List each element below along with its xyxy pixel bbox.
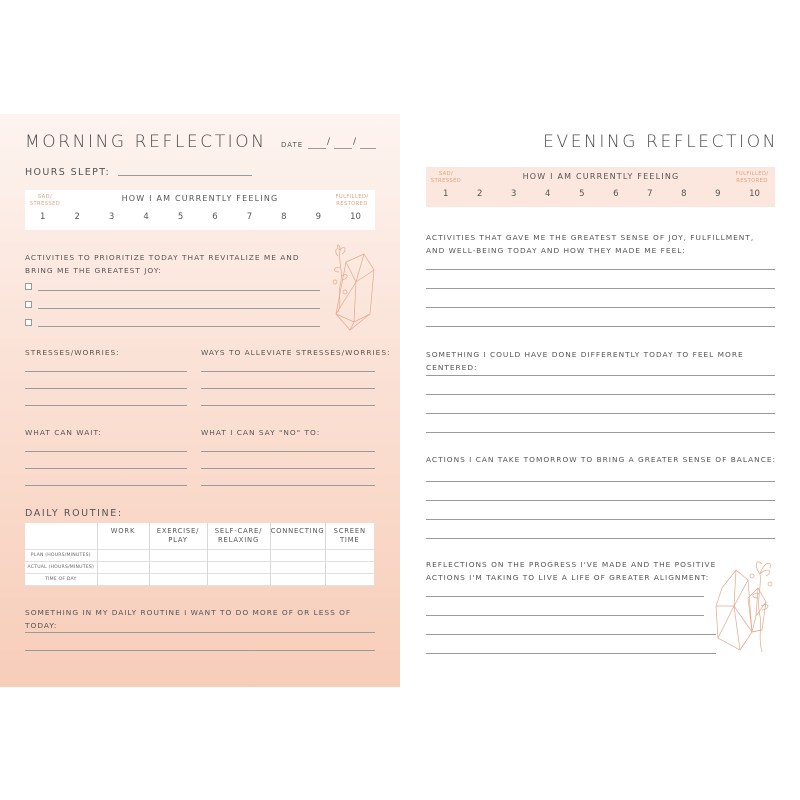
differently-line[interactable] bbox=[426, 375, 775, 376]
alleviate-line[interactable] bbox=[201, 405, 375, 406]
say-no-label: WHAT I CAN SAY "NO" TO: bbox=[201, 428, 321, 437]
routine-cell[interactable] bbox=[270, 549, 325, 561]
wait-line[interactable] bbox=[25, 485, 187, 486]
progress-line[interactable] bbox=[426, 634, 716, 635]
scale-number[interactable]: 1 bbox=[443, 189, 449, 199]
scale-number[interactable]: 9 bbox=[315, 212, 322, 222]
scale-number[interactable]: 4 bbox=[143, 212, 149, 222]
scale-number[interactable]: 4 bbox=[545, 189, 551, 199]
routine-cell[interactable] bbox=[149, 549, 207, 561]
scale-number[interactable]: 1 bbox=[40, 212, 46, 222]
stress-line[interactable] bbox=[25, 388, 187, 389]
scale-numbers bbox=[40, 212, 361, 222]
scale-number[interactable]: 3 bbox=[108, 212, 115, 222]
wait-line[interactable] bbox=[25, 468, 187, 469]
routine-col-work: WORK bbox=[97, 523, 149, 549]
joy-line[interactable] bbox=[426, 288, 775, 289]
routine-corner bbox=[25, 523, 97, 549]
scale-number[interactable]: 10 bbox=[350, 212, 361, 222]
progress-line[interactable] bbox=[426, 653, 716, 654]
daily-routine-title: DAILY ROUTINE: bbox=[25, 508, 123, 519]
joy-prompt: ACTIVITIES THAT GAVE ME THE GREATEST SENSE OF JOY, FULFILLMENT, AND WELL-BEING TODAY AND HOW THEY MADE ME FEEL: bbox=[426, 233, 755, 255]
scale-number[interactable]: 7 bbox=[647, 189, 653, 199]
scale-number[interactable]: 2 bbox=[477, 189, 483, 199]
routine-cell[interactable] bbox=[325, 573, 374, 585]
scale-heading: HOW I AM CURRENTLY FEELING bbox=[121, 194, 279, 203]
routine-cell[interactable] bbox=[207, 549, 270, 561]
date-line-1[interactable] bbox=[308, 148, 326, 149]
routine-cell[interactable] bbox=[207, 561, 270, 573]
activity-line-1[interactable] bbox=[38, 290, 320, 291]
scale-high-label: FULFILLED/ RESTORED bbox=[335, 194, 369, 207]
more-less-prompt: SOMETHING IN MY DAILY ROUTINE I WANT TO DO MORE OF OR LESS OF TODAY: bbox=[25, 608, 352, 630]
evening-title: EVENING REFLECTION bbox=[543, 132, 778, 152]
say-no-line[interactable] bbox=[201, 468, 375, 469]
scale-number[interactable]: 8 bbox=[681, 189, 687, 199]
scale-number[interactable]: 2 bbox=[74, 212, 80, 222]
hours-slept-line[interactable] bbox=[118, 175, 252, 176]
scale-number[interactable]: 3 bbox=[511, 189, 517, 199]
routine-cell[interactable] bbox=[325, 561, 374, 573]
differently-line[interactable] bbox=[426, 413, 775, 414]
progress-prompt: REFLECTIONS ON THE PROGRESS I'VE MADE AND THE POSITIVE ACTIONS I'M TAKING TO LIVE A LIFE OF GREATER ALIGNMENT: bbox=[426, 560, 717, 582]
joy-line[interactable] bbox=[426, 326, 775, 327]
more-less-line[interactable] bbox=[25, 632, 375, 633]
date-line-2[interactable] bbox=[334, 148, 352, 149]
routine-cell[interactable] bbox=[149, 561, 207, 573]
alleviate-line[interactable] bbox=[201, 388, 375, 389]
progress-line[interactable] bbox=[426, 615, 704, 616]
stresses-label: STRESSES/WORRIES: bbox=[25, 348, 120, 357]
scale-heading: HOW I AM CURRENTLY FEELING bbox=[522, 172, 680, 181]
activity-checkbox-3[interactable] bbox=[25, 319, 32, 326]
activities-prompt: ACTIVITIES TO PRIORITIZE TODAY THAT REVITALIZE ME AND BRING ME THE GREATEST JOY: bbox=[25, 253, 300, 275]
date-line-3[interactable] bbox=[360, 148, 376, 149]
routine-cell[interactable] bbox=[270, 561, 325, 573]
date-sep-1: / bbox=[327, 137, 331, 147]
say-no-line[interactable] bbox=[201, 451, 375, 452]
activity-line-2[interactable] bbox=[38, 308, 320, 309]
tomorrow-line[interactable] bbox=[426, 519, 775, 520]
date-sep-2: / bbox=[353, 137, 357, 147]
routine-cell[interactable] bbox=[97, 573, 149, 585]
stress-line[interactable] bbox=[25, 371, 187, 372]
crystal-flower-icon bbox=[326, 242, 378, 336]
scale-numbers bbox=[443, 189, 760, 199]
wait-line[interactable] bbox=[25, 451, 187, 452]
wait-label: WHAT CAN WAIT: bbox=[25, 428, 102, 437]
routine-col-connecting: CONNECTING bbox=[270, 523, 325, 549]
scale-number[interactable]: 5 bbox=[177, 212, 184, 222]
routine-cell[interactable] bbox=[270, 573, 325, 585]
scale-number[interactable]: 6 bbox=[613, 189, 619, 199]
routine-cell[interactable] bbox=[97, 561, 149, 573]
scale-low-label: SAD/ STRESSED bbox=[29, 194, 61, 207]
scale-number[interactable]: 5 bbox=[579, 189, 585, 199]
differently-prompt: SOMETHING I COULD HAVE DONE DIFFERENTLY TODAY TO FEEL MORE CENTERED: bbox=[426, 350, 744, 372]
tomorrow-line[interactable] bbox=[426, 538, 775, 539]
joy-line[interactable] bbox=[426, 307, 775, 308]
routine-cell[interactable] bbox=[207, 573, 270, 585]
morning-page bbox=[0, 114, 400, 687]
scale-number[interactable]: 8 bbox=[281, 212, 287, 222]
activity-line-3[interactable] bbox=[38, 326, 320, 327]
activity-checkbox-1[interactable] bbox=[25, 283, 32, 290]
scale-number[interactable]: 6 bbox=[212, 212, 218, 222]
differently-line[interactable] bbox=[426, 394, 775, 395]
activity-checkbox-2[interactable] bbox=[25, 301, 32, 308]
scale-number[interactable]: 7 bbox=[246, 212, 253, 222]
morning-title: MORNING REFLECTION bbox=[25, 132, 267, 152]
tomorrow-line[interactable] bbox=[426, 500, 775, 501]
evening-feeling-scale bbox=[426, 167, 775, 207]
differently-line[interactable] bbox=[426, 432, 775, 433]
routine-cell[interactable] bbox=[325, 549, 374, 561]
more-less-line[interactable] bbox=[25, 650, 375, 651]
alleviate-line[interactable] bbox=[201, 371, 375, 372]
routine-row-time: TIME OF DAY bbox=[25, 573, 97, 585]
routine-col-self-care: SELF-CARE/ RELAXING bbox=[207, 523, 270, 549]
routine-cell[interactable] bbox=[149, 573, 207, 585]
alleviate-label: WAYS TO ALLEVIATE STRESSES/WORRIES: bbox=[201, 348, 391, 357]
tomorrow-line[interactable] bbox=[426, 481, 775, 482]
hours-slept-label: HOURS SLEPT: bbox=[25, 167, 111, 178]
routine-cell[interactable] bbox=[97, 549, 149, 561]
progress-line[interactable] bbox=[426, 596, 704, 597]
scale-number[interactable]: 9 bbox=[715, 189, 721, 199]
routine-row-plan: PLAN (HOURS/MINUTES) bbox=[25, 549, 97, 561]
scale-number[interactable]: 10 bbox=[749, 189, 760, 199]
scale-high-label: FULFILLED/ RESTORED bbox=[735, 171, 769, 184]
joy-line[interactable] bbox=[426, 269, 775, 270]
say-no-line[interactable] bbox=[201, 485, 375, 486]
crystal-flower-icon bbox=[712, 546, 778, 658]
morning-feeling-scale bbox=[25, 190, 375, 230]
routine-col-exercise: EXERCISE/ PLAY bbox=[149, 523, 207, 549]
evening-page bbox=[400, 114, 800, 687]
daily-routine-table bbox=[25, 523, 374, 586]
stress-line[interactable] bbox=[25, 405, 187, 406]
routine-row-actual: ACTUAL (HOURS/MINUTES) bbox=[25, 561, 97, 573]
routine-col-screen-time: SCREEN TIME bbox=[325, 523, 374, 549]
date-label: DATE bbox=[281, 141, 304, 149]
tomorrow-prompt: ACTIONS I CAN TAKE TOMORROW TO BRING A GREATER SENSE OF BALANCE: bbox=[426, 455, 777, 464]
scale-low-label: SAD/ STRESSED bbox=[430, 171, 462, 184]
